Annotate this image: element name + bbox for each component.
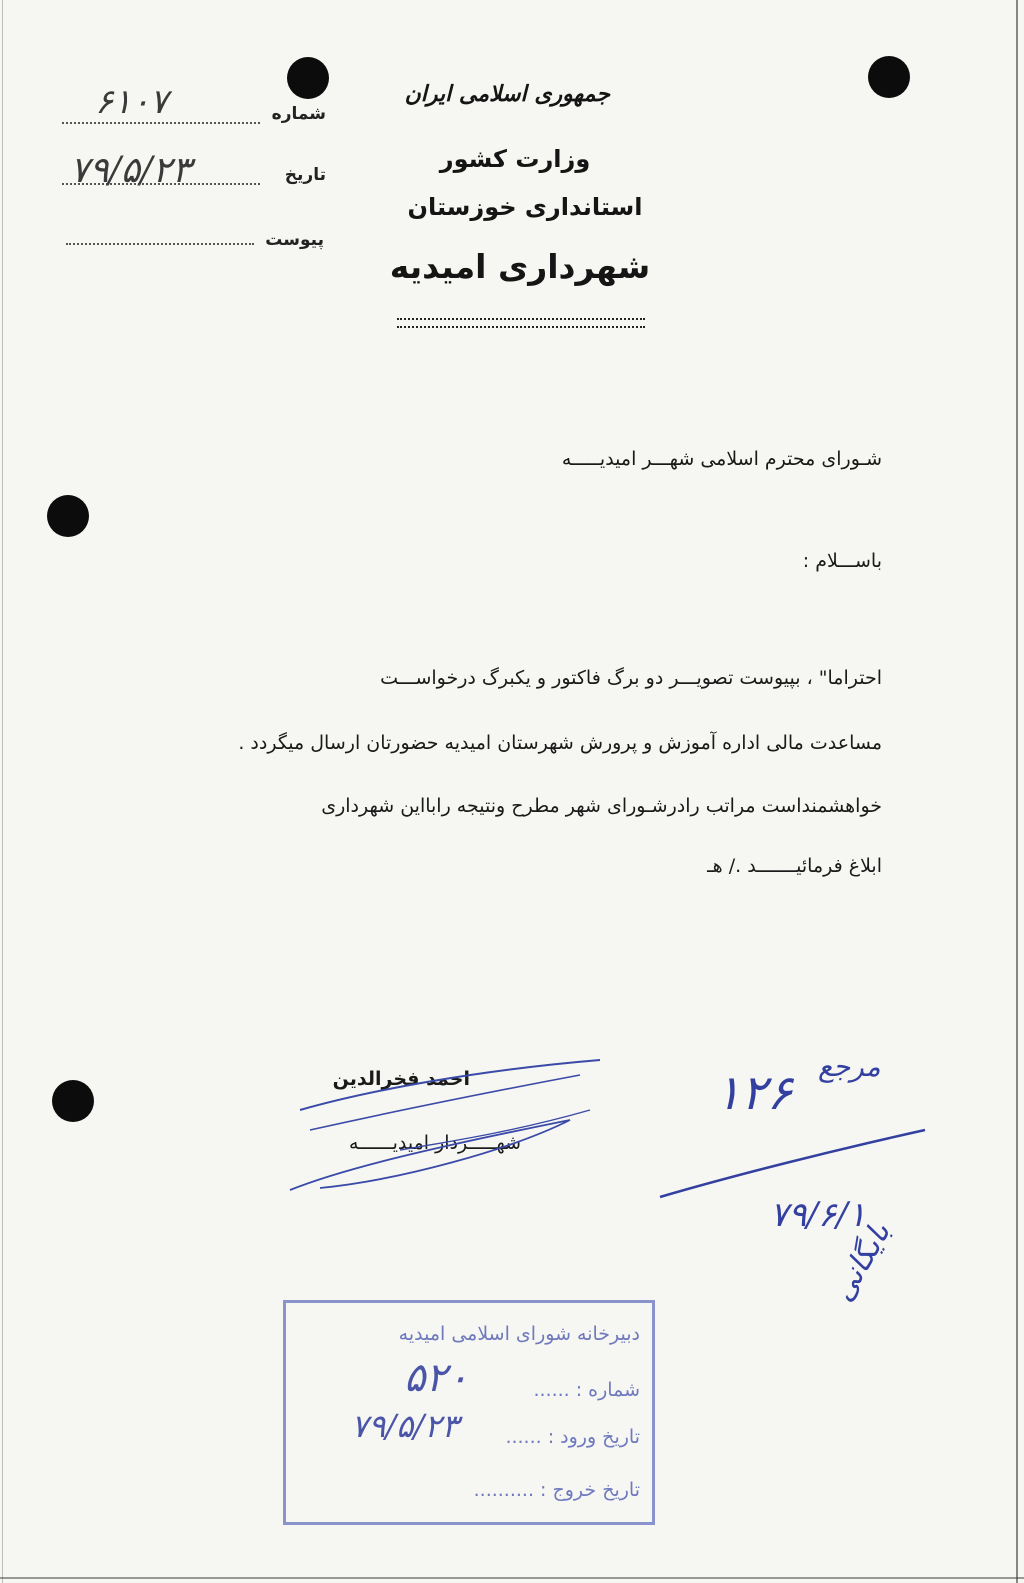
annotation-ref-number: ۱۲۶ [715,1065,793,1121]
header-ornament-divider [397,318,645,328]
attachment-label: پیوست [265,230,324,250]
date-value: ۷۹/۵/۲۳ [70,150,191,191]
greeting: باســـلام : [802,550,882,572]
recipient-line: شـورای محترم اسلامی شهـــر امیدیـــــه [561,448,882,470]
header-province: استانداری خوزستان [407,193,643,221]
stamp-entry-label: تاریخ ورود : ...... [505,1426,640,1448]
handwritten-signature [280,1050,620,1200]
annotation-date: ۷۹/۶/۱ [770,1195,866,1235]
header-republic: جمهوری اسلامی ایران [404,82,610,107]
stamp-exit-label: تاریخ خروج : .......... [473,1479,640,1501]
annotation-underline [655,1125,935,1205]
number-dotted-line [62,122,260,124]
stamp-number-value: ۵۲۰ [404,1355,469,1401]
body-line-4: ابلاغ فرمائیـــــــد ./ هـ [707,855,882,877]
attachment-dotted-line [66,243,254,245]
punch-hole-top-left [287,57,329,99]
body-line-3: خواهشمنداست مراتب رادرشـورای شهر مطرح ونتیجه رابااین شهرداری [321,795,882,817]
punch-hole-lower [52,1080,94,1122]
body-line-2: مساعدت مالی اداره آموزش و پرورش شهرستان امیدیه حضورتان ارسال میگردد . [238,732,882,754]
stamp-title: دبیرخانه شورای اسلامی امیدیه [398,1323,640,1345]
number-label: شماره [271,104,326,124]
stamp-entry-value: ۷۹/۵/۲۳ [351,1407,459,1445]
page-edge-right [1016,0,1018,1583]
annotation-note: بایگانی [825,1216,898,1308]
stamp-number-label: شماره : ...... [533,1379,640,1401]
annotation-ref-label: مرجع [818,1050,881,1083]
punch-hole-middle [47,495,89,537]
number-value: ۶۱۰۷ [95,82,169,122]
punch-hole-top-right [868,56,910,98]
page-edge-left [2,0,3,1583]
signatory-title: شهـــــردار امیدیــــــه [349,1132,521,1154]
signatory-name: احمد فخرالدین [332,1068,470,1090]
page-edge-bottom [0,1577,1024,1579]
secretariat-stamp [283,1300,655,1525]
date-label: تاریخ [284,165,326,185]
header-municipality: شهرداری امیدیه [389,247,651,286]
header-ministry: وزارت کشور [439,145,591,173]
body-line-1: احتراما" ، بپیوست تصویـــر دو برگ فاکتور و یکبرگ درخواســـت [380,667,882,689]
